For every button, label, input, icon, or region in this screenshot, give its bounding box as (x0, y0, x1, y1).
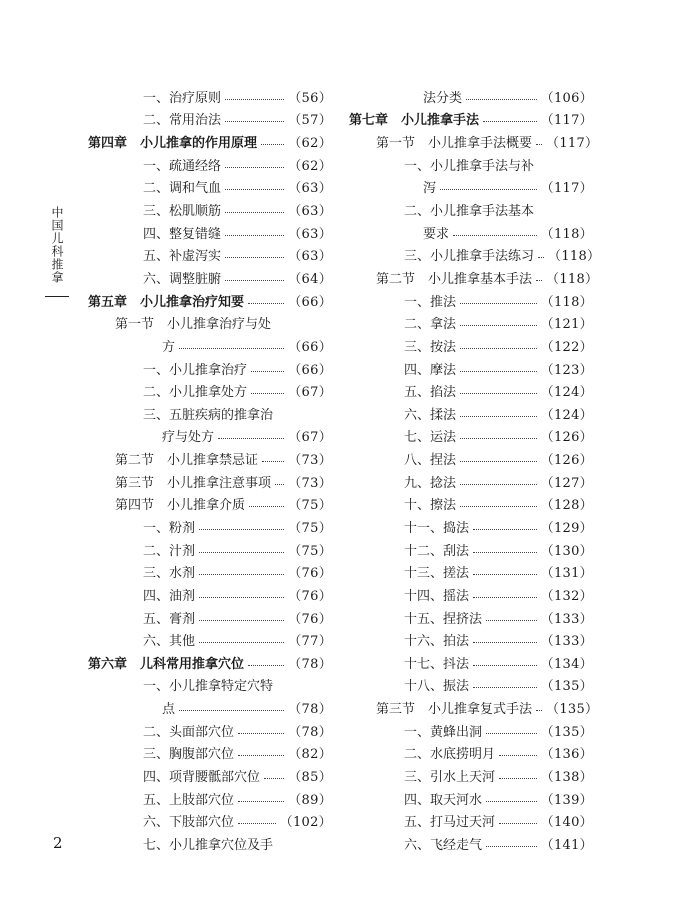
dot-leader (199, 642, 284, 643)
dot-leader (238, 801, 284, 802)
toc-item-entry[interactable] (88, 606, 332, 629)
toc-entry-title: 第四节 小儿推拿介质 (115, 498, 246, 514)
toc-entry-title: 二、小儿推拿手法基本 (404, 204, 535, 220)
toc-right-column (349, 85, 601, 855)
toc-entry-page: （128） (540, 498, 593, 514)
dot-leader (249, 506, 284, 507)
dot-leader (538, 257, 544, 258)
toc-item-entry[interactable] (349, 606, 593, 629)
toc-item-entry[interactable] (349, 198, 593, 221)
toc-item-entry[interactable] (349, 515, 593, 538)
dot-leader (199, 552, 284, 553)
dot-leader (179, 348, 284, 349)
toc-entry-page: （66） (288, 294, 332, 310)
toc-item-entry[interactable] (88, 583, 332, 606)
toc-entry-page: （76） (288, 588, 332, 604)
dot-leader (251, 393, 284, 394)
dot-leader (179, 710, 284, 711)
dot-leader (225, 235, 284, 236)
toc-left-column (88, 85, 332, 855)
toc-entry-title: 第三节 小儿推拿复式手法 (376, 702, 533, 718)
toc-entry-page: （126） (540, 453, 593, 469)
toc-entry-page: （118） (540, 294, 593, 310)
dot-leader (225, 257, 284, 258)
toc-item-entry[interactable] (349, 810, 593, 833)
dot-leader (275, 484, 284, 485)
toc-entry-title: 二、小儿推拿处方 (143, 385, 248, 401)
toc-entry-page: （136） (540, 747, 593, 763)
toc-entry-title: 第二节 小儿推拿禁忌证 (115, 453, 259, 469)
toc-entry-title: 二、汁剂 (143, 543, 196, 559)
toc-entry-title: 四、油剂 (143, 588, 196, 604)
dot-leader (486, 846, 537, 847)
toc-entry-title: 七、小儿推拿穴位及手 (143, 837, 274, 853)
dot-leader (261, 144, 284, 145)
toc-item-entry[interactable] (88, 176, 332, 199)
toc-entry-title: 五、膏剂 (143, 611, 196, 627)
toc-item-entry[interactable] (349, 832, 593, 855)
toc-entry-title: 十二、刮法 (404, 543, 470, 559)
dot-leader (473, 597, 537, 598)
toc-entry-title: 三、按法 (404, 339, 457, 355)
toc-item-entry[interactable] (88, 85, 332, 108)
toc-entry-page: （141） (540, 837, 593, 853)
toc-item-entry[interactable] (88, 764, 332, 787)
dot-leader (536, 144, 542, 145)
toc-entry-page: （78） (288, 656, 332, 672)
toc-entry-title: 四、整复错缝 (143, 226, 222, 242)
toc-entry-page: （135） (540, 679, 593, 695)
toc-entry-page: （62） (288, 136, 332, 152)
dot-leader (262, 461, 284, 462)
toc-entry-page: （75） (288, 498, 332, 514)
toc-entry-title: 六、飞经走气 (404, 837, 483, 853)
toc-item-entry[interactable] (349, 85, 593, 108)
toc-entry-title: 六、揉法 (404, 407, 457, 423)
toc-entry-title: 五、上肢部穴位 (143, 792, 235, 808)
dot-leader (486, 801, 537, 802)
toc-entry-title: 疗与处方 (162, 430, 215, 446)
toc-item-entry[interactable] (349, 470, 593, 493)
toc-entry-title: 二、调和气血 (143, 181, 222, 197)
toc-entry-title: 十、擦法 (404, 498, 457, 514)
toc-entry-page: （62） (288, 158, 332, 174)
toc-item-entry[interactable] (349, 357, 593, 380)
toc-entry-title: 四、摩法 (404, 362, 457, 378)
toc-item-entry[interactable] (88, 243, 332, 266)
toc-entry-page: （140） (540, 815, 593, 831)
toc-entry-page: （85） (288, 770, 332, 786)
toc-item-entry[interactable] (349, 311, 593, 334)
toc-entry-title: 四、项背腰骶部穴位 (143, 770, 261, 786)
toc-item-entry[interactable] (349, 402, 593, 425)
toc-entry-page: （133） (540, 611, 593, 627)
toc-entry-title: 六、其他 (143, 634, 196, 650)
toc-item-entry[interactable] (88, 719, 332, 742)
toc-entry-page: （64） (288, 271, 332, 287)
dot-leader (460, 484, 537, 485)
toc-entry-page: （118） (546, 271, 599, 287)
toc-chapter-entry[interactable] (88, 289, 332, 312)
dot-leader (238, 823, 276, 824)
dot-leader (460, 461, 537, 462)
toc-entry-page: （117） (540, 181, 593, 197)
toc-entry-title: 一、推法 (404, 294, 457, 310)
toc-item-entry[interactable] (88, 742, 332, 765)
toc-entry-page: （66） (288, 339, 332, 355)
dot-leader (460, 506, 537, 507)
dot-leader (460, 393, 537, 394)
dot-leader (440, 189, 537, 190)
toc-item-entry[interactable] (349, 787, 593, 810)
dot-leader (238, 733, 284, 734)
toc-entry-page: （78） (288, 724, 332, 740)
toc-entry-page: （139） (540, 792, 593, 808)
toc-entry-page: （133） (540, 634, 593, 650)
toc-entry-title: 十六、拍法 (404, 634, 470, 650)
toc-entry-page: （135） (546, 702, 599, 718)
toc-entry-page: （76） (288, 566, 332, 582)
toc-entry-page: （131） (540, 566, 593, 582)
running-title-rule (45, 296, 69, 297)
toc-section-entry[interactable] (349, 266, 599, 289)
toc-entry-title: 二、拿法 (404, 317, 457, 333)
toc-item-entry[interactable] (349, 493, 593, 516)
dot-leader (248, 303, 284, 304)
toc-item-entry[interactable] (349, 447, 593, 470)
dot-leader (225, 121, 284, 122)
toc-entry-page: （123） (540, 362, 593, 378)
toc-item-entry[interactable] (88, 787, 332, 810)
toc-entry-page: （117） (546, 136, 599, 152)
toc-entry-page: （126） (540, 430, 593, 446)
toc-item-entry[interactable] (88, 266, 332, 289)
toc-entry-page: （117） (540, 113, 593, 129)
toc-item-entry[interactable] (349, 583, 593, 606)
toc-section-entry[interactable] (88, 447, 332, 470)
dot-leader (466, 99, 537, 100)
toc-chapter-entry[interactable] (349, 108, 593, 131)
dot-leader (460, 416, 537, 417)
toc-item-entry[interactable] (88, 628, 332, 651)
toc-entry-title: 十三、搓法 (404, 566, 470, 582)
toc-entry-title: 一、小儿推拿特定穴特 (143, 679, 274, 695)
toc-entry-title: 一、疏通经络 (143, 158, 222, 174)
toc-entry-title: 八、捏法 (404, 453, 457, 469)
toc-entry-title: 一、小儿推拿治疗 (143, 362, 248, 378)
running-title: 中国儿科推拿 (50, 206, 64, 284)
toc-entry-title: 九、捻法 (404, 475, 457, 491)
toc-entry-title: 三、小儿推拿手法练习 (404, 249, 535, 265)
dot-leader (460, 348, 537, 349)
toc-entry-title: 第三节 小儿推拿注意事项 (115, 475, 272, 491)
toc-entry-title: 五、掐法 (404, 385, 457, 401)
toc-entry-page: （63） (288, 204, 332, 220)
toc-entry-title: 一、治疗原则 (143, 90, 222, 106)
toc-entry-title: 三、胸腹部穴位 (143, 747, 235, 763)
toc-entry-page: （130） (540, 543, 593, 559)
toc-entry-page: （135） (540, 724, 593, 740)
dot-leader (199, 620, 284, 621)
toc-entry-page: （66） (288, 362, 332, 378)
toc-entry-title: 十八、振法 (404, 679, 470, 695)
toc-entry-title: 点 (162, 702, 176, 718)
dot-leader (473, 665, 537, 666)
toc-item-entry[interactable] (349, 764, 593, 787)
dot-leader (486, 733, 537, 734)
dot-leader (460, 303, 537, 304)
toc-item-entry[interactable] (88, 832, 332, 855)
dot-leader (536, 280, 542, 281)
toc-item-entry[interactable] (349, 719, 593, 742)
dot-leader (460, 438, 537, 439)
toc-entry-page: （63） (288, 181, 332, 197)
toc-item-entry[interactable] (88, 538, 332, 561)
toc-item-entry[interactable] (349, 176, 593, 199)
toc-entry-title: 一、小儿推拿手法与补 (404, 158, 535, 174)
toc-item-entry[interactable] (88, 515, 332, 538)
dot-leader (199, 597, 284, 598)
toc-entry-page: （63） (288, 249, 332, 265)
toc-entry-title: 十四、摇法 (404, 588, 470, 604)
toc-item-entry[interactable] (88, 402, 332, 425)
toc-entry-page: （82） (288, 747, 332, 763)
dot-leader (225, 212, 284, 213)
dot-leader (225, 99, 284, 100)
toc-entry-title: 六、调整脏腑 (143, 271, 222, 287)
toc-item-entry[interactable] (88, 696, 332, 719)
toc-entry-title: 四、取天河水 (404, 792, 483, 808)
toc-entry-page: （89） (288, 792, 332, 808)
toc-entry-title: 方 (162, 339, 176, 355)
toc-item-entry[interactable] (349, 153, 593, 176)
toc-item-entry[interactable] (349, 674, 593, 697)
toc-item-entry[interactable] (88, 108, 332, 131)
toc-item-entry[interactable] (88, 357, 332, 380)
dot-leader (473, 687, 537, 688)
toc-item-entry[interactable] (349, 243, 601, 266)
toc-entry-page: （57） (288, 113, 332, 129)
toc-entry-title: 第六章 儿科常用推拿穴位 (88, 656, 245, 672)
toc-entry-title: 十一、捣法 (404, 520, 470, 536)
toc-entry-title: 十五、捏挤法 (404, 611, 483, 627)
toc-entry-title: 十七、抖法 (404, 656, 470, 672)
page-number: 2 (53, 834, 63, 852)
toc-entry-title: 二、头面部穴位 (143, 724, 235, 740)
toc-entry-page: （76） (288, 611, 332, 627)
toc-section-entry[interactable] (88, 470, 332, 493)
toc-item-entry[interactable] (349, 628, 593, 651)
toc-entry-page: （63） (288, 226, 332, 242)
toc-entry-title: 六、下肢部穴位 (143, 815, 235, 831)
toc-item-entry[interactable] (88, 674, 332, 697)
toc-entry-page: （124） (540, 407, 593, 423)
toc-item-entry[interactable] (349, 538, 593, 561)
toc-entry-page: （122） (540, 339, 593, 355)
toc-entry-title: 三、五脏疾病的推拿治 (143, 407, 274, 423)
toc-entry-title: 三、水剂 (143, 566, 196, 582)
toc-entry-page: （106） (540, 90, 593, 106)
toc-entry-page: （132） (540, 588, 593, 604)
toc-item-entry[interactable] (88, 560, 332, 583)
dot-leader (460, 325, 537, 326)
toc-entry-title: 一、粉剂 (143, 520, 196, 536)
dot-leader (225, 189, 284, 190)
toc-item-entry[interactable] (88, 334, 332, 357)
dot-leader (473, 552, 537, 553)
toc-entry-page: （75） (288, 543, 332, 559)
dot-leader (473, 574, 537, 575)
toc-entry-page: （56） (288, 90, 332, 106)
dot-leader (248, 665, 284, 666)
toc-entry-title: 第二节 小儿推拿基本手法 (376, 271, 533, 287)
dot-leader (483, 121, 537, 122)
dot-leader (199, 574, 284, 575)
toc-entry-title: 要求 (423, 226, 450, 242)
dot-leader (473, 529, 537, 530)
toc-entry-page: （127） (540, 475, 593, 491)
toc-entry-title: 三、松肌顺筋 (143, 204, 222, 220)
toc-entry-page: （118） (548, 249, 601, 265)
toc-entry-title: 法分类 (423, 90, 463, 106)
toc-item-entry[interactable] (349, 742, 593, 765)
toc-entry-page: （77） (288, 634, 332, 650)
dot-leader (499, 755, 537, 756)
toc-entry-page: （118） (540, 226, 593, 242)
toc-entry-page: （134） (540, 656, 593, 672)
toc-entry-title: 第四章 小儿推拿的作用原理 (88, 136, 258, 152)
toc-item-entry[interactable] (349, 651, 593, 674)
dot-leader (238, 755, 284, 756)
dot-leader (473, 642, 537, 643)
toc-entry-title: 五、补虚泻实 (143, 249, 222, 265)
toc-entry-title: 第一节 小儿推拿治疗与处 (115, 317, 272, 333)
toc-item-entry[interactable] (349, 289, 593, 312)
toc-entry-title: 三、引水上天河 (404, 770, 496, 786)
dot-leader (460, 371, 537, 372)
toc-entry-page: （129） (540, 520, 593, 536)
dot-leader (199, 529, 284, 530)
toc-chapter-entry[interactable] (88, 130, 332, 153)
dot-leader (536, 710, 542, 711)
toc-entry-page: （78） (288, 702, 332, 718)
dot-leader (453, 235, 537, 236)
toc-item-entry[interactable] (88, 221, 332, 244)
dot-leader (225, 280, 284, 281)
toc-item-entry[interactable] (349, 560, 593, 583)
toc-item-entry[interactable] (349, 334, 593, 357)
toc-chapter-entry[interactable] (88, 651, 332, 674)
toc-section-entry[interactable] (88, 311, 332, 334)
toc-entry-page: （73） (288, 453, 332, 469)
toc-entry-title: 二、常用治法 (143, 113, 222, 129)
toc-item-entry[interactable] (349, 221, 593, 244)
toc-item-entry[interactable] (88, 425, 332, 448)
toc-entry-title: 第七章 小儿推拿手法 (349, 113, 480, 129)
toc-item-entry[interactable] (88, 153, 332, 176)
toc-entry-title: 二、水底捞明月 (404, 747, 496, 763)
toc-entry-title: 第五章 小儿推拿治疗知要 (88, 294, 245, 310)
toc-entry-page: （75） (288, 520, 332, 536)
toc-section-entry[interactable] (88, 493, 332, 516)
toc-item-entry[interactable] (88, 198, 332, 221)
toc-item-entry[interactable] (88, 379, 332, 402)
dot-leader (499, 778, 537, 779)
toc-entry-page: （138） (540, 770, 593, 786)
toc-entry-title: 第一节 小儿推拿手法概要 (376, 136, 533, 152)
toc-entry-title: 五、打马过天河 (404, 815, 496, 831)
dot-leader (264, 778, 284, 779)
toc-item-entry[interactable] (349, 379, 593, 402)
toc-section-entry[interactable] (349, 696, 599, 719)
toc-entry-page: （121） (540, 317, 593, 333)
toc-entry-page: （67） (288, 385, 332, 401)
toc-entry-page: （67） (288, 430, 332, 446)
toc-item-entry[interactable] (349, 425, 593, 448)
toc-entry-title: 七、运法 (404, 430, 457, 446)
toc-entry-title: 泻 (423, 181, 437, 197)
toc-section-entry[interactable] (349, 130, 599, 153)
dot-leader (225, 167, 284, 168)
dot-leader (251, 371, 284, 372)
toc-entry-page: （124） (540, 385, 593, 401)
dot-leader (499, 823, 537, 824)
dot-leader (486, 620, 537, 621)
toc-item-entry[interactable] (88, 810, 332, 833)
toc-entry-page: （73） (288, 475, 332, 491)
toc-entry-page: （102） (279, 815, 332, 831)
dot-leader (218, 438, 284, 439)
toc-entry-title: 一、黄蜂出洞 (404, 724, 483, 740)
